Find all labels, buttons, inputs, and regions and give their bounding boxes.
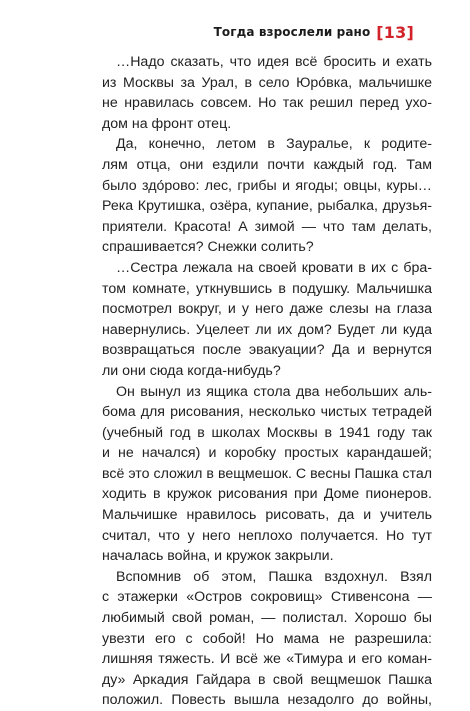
text-line: считал, что у него неплохо получается. Но тут <box>102 527 432 544</box>
text-line: с этажерки «Остров сокровищ» Стивенсона — <box>102 589 432 606</box>
text-line: бома для рисования, несколько чистых тетрадей <box>102 404 432 421</box>
body-text <box>102 52 432 711</box>
text-line: …Сестра лежала на своей кровати в их с бра- <box>116 259 432 276</box>
text-line: ду» Аркадия Гайдара в свой вещмешок Пашка <box>102 671 432 688</box>
text-line: возвращаться после эвакуации? Да и вернутся <box>102 342 432 359</box>
text-line: Река Крутишка, озёра, купание, рыбалка, друзья- <box>102 198 432 215</box>
text-line: и не начался) и коробку простых карандашей; <box>102 445 432 462</box>
paragraph <box>102 382 432 567</box>
text-line: увезти его с собой! Но мама не разрешила: <box>102 630 432 647</box>
text-line: лишняя тяжесть. И всё же «Тимура и его коман- <box>102 651 432 668</box>
text-line: лям отца, они ездили почти каждый год. Там <box>102 156 432 173</box>
text-line: из Москвы за Урал, в село Юро́вка, мальчишке <box>102 74 432 91</box>
paragraph <box>102 134 432 258</box>
text-line: навернулись. Уцелеет ли их дом? Будет ли куда <box>102 321 432 338</box>
text-line: приятели. Красота! А зимой — что там делать, <box>102 218 432 235</box>
text-line: было здо́рово: лес, грибы и ягоды; овцы, куры… <box>102 177 432 194</box>
page-header <box>214 22 414 42</box>
text-line: спрашивается? Снежки солить? <box>102 239 314 256</box>
page-number: [13] <box>376 22 414 42</box>
text-line: посмотрел вокруг, и у него даже слезы на глаза <box>102 301 432 318</box>
text-line: всё это сложил в вещмешок. С весны Пашка стал <box>102 465 432 482</box>
text-line: ходить в кружок рисования при Доме пионеров. <box>102 486 432 503</box>
text-line: том комнате, уткнувшись в подушку. Мальчишка <box>102 280 432 297</box>
text-line: Мальчишке нравилось рисовать, да и учитель <box>102 507 432 524</box>
paragraph <box>102 567 432 711</box>
text-line: началась война, и кружок закрыли. <box>102 548 334 565</box>
text-line: положил. Повесть вышла незадолго до войны, <box>102 692 432 709</box>
text-line: Вспомнив об этом, Пашка вздохнул. Взял <box>116 568 432 585</box>
running-title: Тогда взрослели рано <box>213 25 371 39</box>
paragraph <box>102 52 432 134</box>
text-line: Он вынул из ящика стола два небольших аль- <box>116 383 432 400</box>
text-line: Да, конечно, летом в Зауралье, к родите- <box>116 136 432 153</box>
text-line: не нравилась совсем. Но так решил перед ухо- <box>102 95 432 112</box>
text-line: любимый свой роман, — полистал. Хорошо бы <box>102 610 432 627</box>
text-line: …Надо сказать, что идея всё бросить и ехать <box>116 54 432 70</box>
text-line: (учебный год в школах Москвы в 1941 году так <box>102 424 432 441</box>
text-line: дом на фронт отец. <box>102 115 232 132</box>
text-line: ли они сюда когда-нибудь? <box>102 362 281 379</box>
paragraph <box>102 258 432 382</box>
